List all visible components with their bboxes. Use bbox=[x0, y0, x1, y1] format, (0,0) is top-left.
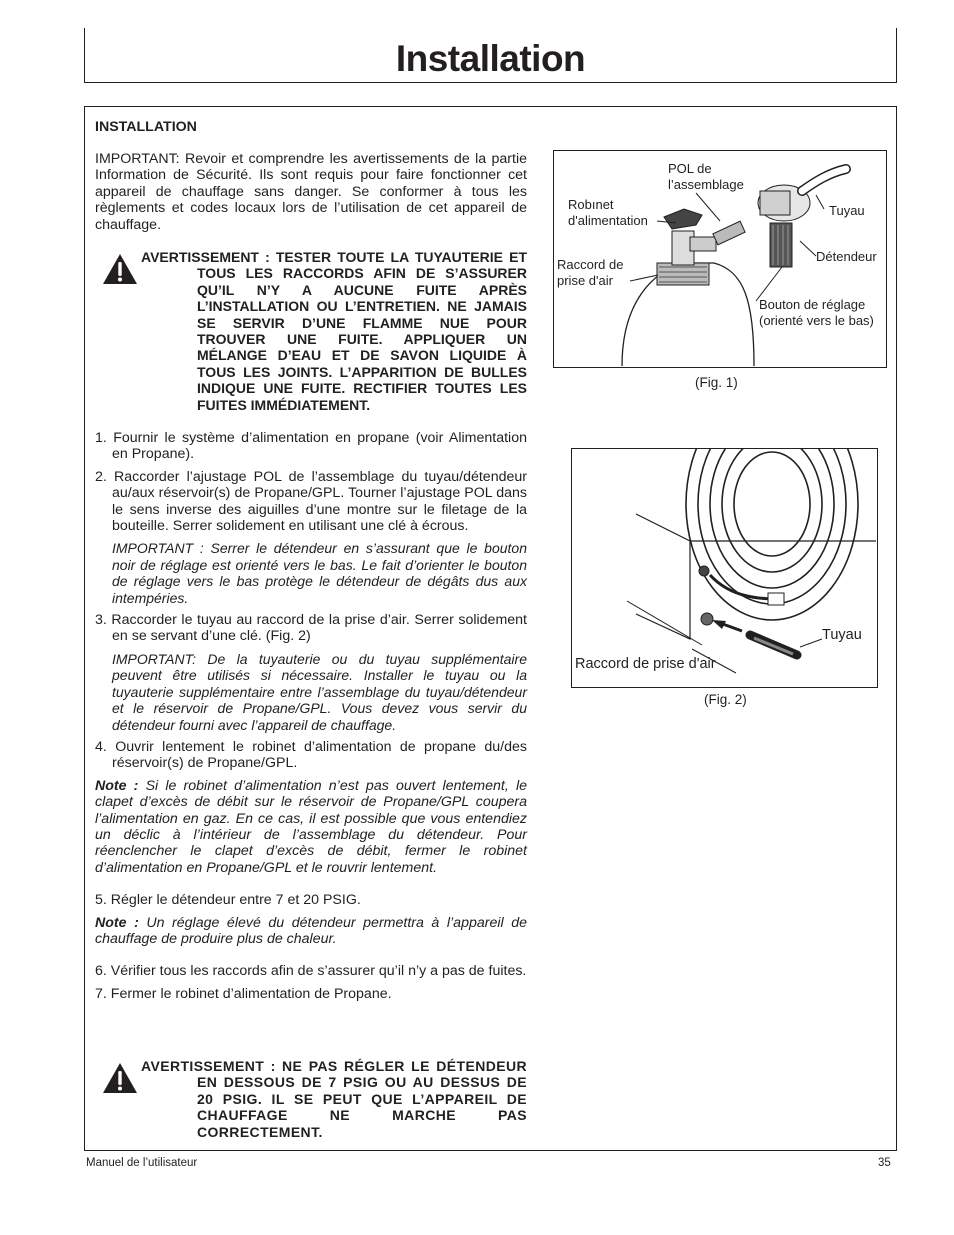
figure-2 bbox=[571, 448, 878, 688]
figure-1 bbox=[553, 150, 887, 368]
label-detendeur: Détendeur bbox=[816, 249, 877, 264]
warning-block-1 bbox=[102, 249, 527, 413]
list-item: 5. Régler le détendeur entre 7 et 20 PSIG. bbox=[95, 892, 361, 909]
label-raccord-2: Raccord de prise d'air bbox=[575, 656, 716, 672]
label-tuyau-2: Tuyau bbox=[822, 627, 862, 643]
list-item: 7. Fermer le robinet d’alimentation de Propane. bbox=[95, 985, 392, 1002]
important-note-step2: IMPORTANT : Serrer le détendeur en s’assurant que le bouton noir de réglage est orienté vers le bas. Le fait d’orienter le bouton de réglage vers le bas protège le détendeur de dégâts dus aux intempéries. bbox=[112, 540, 527, 606]
figure-1-caption: (Fig. 1) bbox=[695, 375, 738, 390]
warning-triangle-icon bbox=[102, 1062, 138, 1094]
steps-list bbox=[95, 430, 527, 1008]
footer-manual-title: Manuel de l’utilisateur bbox=[86, 1157, 198, 1169]
warning-triangle-icon bbox=[102, 253, 138, 285]
label-robinet: Robınet d'alimentation bbox=[568, 197, 648, 228]
heater-hose-illustration bbox=[572, 449, 876, 686]
important-intro: IMPORTANT: Revoir et comprendre les avertissements de la partie Information de Sécurité. Ils sont requis pour faire fonctionner cet appareil de chauffage sans danger. Se conformer à tous les règlements et codes locaux lors de l’utilisation de cet appareil de chauffage. bbox=[95, 151, 527, 233]
label-tuyau: Tuyau bbox=[829, 203, 865, 218]
page-header bbox=[84, 28, 897, 83]
label-raccord: Raccord de prise d'air bbox=[557, 257, 624, 288]
figure-2-caption: (Fig. 2) bbox=[704, 692, 747, 707]
label-bouton: Bouton de réglage (orienté vers le bas) bbox=[759, 297, 874, 328]
list-item: 4. Ouvrir lentement le robinet d’alimentation de propane du/des réservoir(s) de Propane/GPL. bbox=[95, 738, 527, 772]
page-number: 35 bbox=[878, 1157, 891, 1169]
warning-text-1: AVERTISSEMENT : TESTER TOUTE LA TUYAUTERIE ET TOUS LES RACCORDS AFIN DE S’ASSURER QU’IL N’Y A AUCUNE FUITE APRÈS L’INSTALLATION OU L’ENTRETIEN. NE JAMAIS SE SERVIR D’UNE FLAMME NUE POUR TROUVER UNE FUITE. APPLIQUER UN MÉLANGE D’EAU ET DE SAVON LIQUIDE À TOUS LES JOINTS. L’APPARITION DE BULLES INDIQUE UNE FUITE. RECTIFIER TOUTES LES FUITES IMMÉDIATEMENT. bbox=[141, 249, 527, 413]
warning-block-2 bbox=[102, 1058, 527, 1140]
note-1: Note : Si le robinet d’alimentation n’est pas ouvert lentement, le clapet d’excès de débit sur le réservoir de Propane/GPL coupera l’alimentation en gaz. En ce cas, il est possible que vous entendiez un déclic à l’intérieur de l’assemblage du détendeur. Pour réenclencher le clapet d’excès de débit, fermer le robinet d’alimentation en Propane/GPL et le rouvrir lentement. bbox=[95, 777, 527, 876]
list-item: 6. Vérifier tous les raccords afin de s’assurer qu’il n’y a pas de fuites. bbox=[95, 963, 527, 980]
section-title: INSTALLATION bbox=[95, 119, 197, 135]
list-item: 1. Fournir le système d’alimentation en propane (voir Alimentation en Propane). bbox=[95, 430, 527, 463]
note-2: Note : Un réglage élevé du détendeur permettra à l’appareil de chauffage de produire plus de chaleur. bbox=[95, 914, 527, 947]
list-item: 3. Raccorder le tuyau au raccord de la prise d’air. Serrer solidement en se servant d’une clé. (Fig. 2) bbox=[95, 612, 527, 645]
page-title: Installation bbox=[395, 38, 586, 79]
important-note-step3: IMPORTANT: De la tuyauterie ou du tuyau supplémentaire peuvent être utilisés si nécessaire. Installer le tuyau ou la tuyauterie supplémentaire entre l’assemblage du tuyau/détendeur et le réservoir de Propane/GPL. Vous devez vous servir du détendeur fourni avec l’appareil de chauffage. bbox=[112, 650, 527, 733]
warning-text-2: AVERTISSEMENT : NE PAS RÉGLER LE DÉTENDEUR EN DESSOUS DE 7 PSIG OU AU DESSUS DE 20 PSIG. IL SE PEUT QUE L’APPAREIL DE CHAUFFAGE NE MARCHE PAS CORRECTEMENT. bbox=[141, 1058, 527, 1140]
label-pol: POL de l’assemblage bbox=[668, 161, 744, 192]
list-item: 2. Raccorder l’ajustage POL de l’assemblage du tuyau/détendeur au/aux réservoir(s) de Propane/GPL. Tourner l’ajustage POL dans le sens inverse des aiguilles d’une montre sur le filetage de la bouteille. Serrer solidement en utilisant une clé à écrous. bbox=[95, 468, 527, 535]
